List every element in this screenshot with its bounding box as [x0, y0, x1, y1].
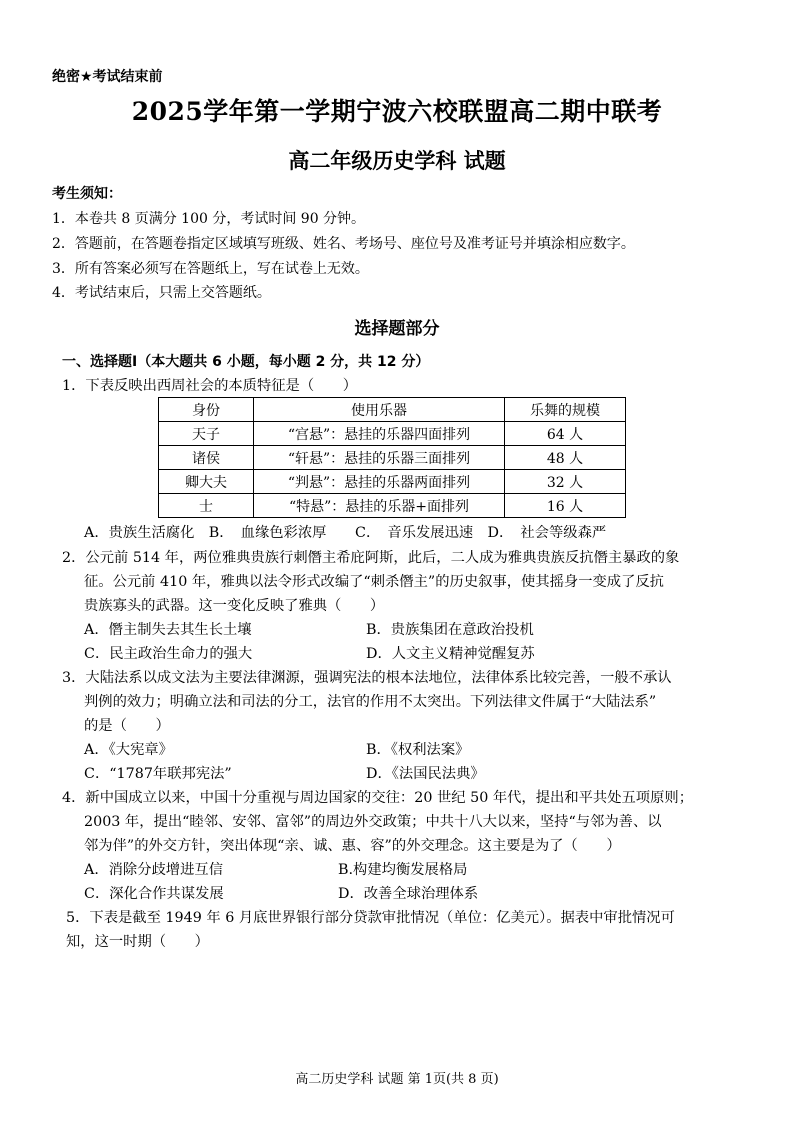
exam-title: 2025学年第一学期宁波六校联盟高二期中联考 [131, 97, 663, 126]
q2-line: 2．公元前 514 年，两位雅典贵族行刺僭主希庇阿斯，此后，二人成为雅典贵族反抗僭主暴政的象 [62, 550, 680, 566]
q4-line: 4．新中国成立以来，中国十分重视与周边国家的交往：20 世纪 50 年代，提出和平共处五项原则； [62, 790, 693, 806]
q3-option-c: C．“1787年联邦宪法” [84, 766, 232, 782]
notice-item: 4．考试结束后，只需上交答题纸。 [52, 285, 271, 301]
notice-item: 1．本卷共 8 页满分 100 分，考试时间 90 分钟。 [52, 211, 366, 227]
q2-line: 征。公元前 410 年，雅典以法令形式改编了“刺杀僭主”的历史叙事，使其摇身一变成了反抗 [84, 574, 664, 590]
table-cell: 32 人 [505, 470, 626, 494]
confidential-label: 绝密★考试结束前 [52, 69, 163, 85]
table-header-row [159, 398, 626, 422]
table-cell: 天子 [159, 422, 254, 446]
table-row [159, 470, 626, 494]
table-cell: 64 人 [505, 422, 626, 446]
q2-option-a: A．僭主制失去其生长土壤 [84, 622, 252, 638]
table-cell: 卿大夫 [159, 470, 254, 494]
exam-subtitle: 高二年级历史学科 试题 [288, 149, 506, 173]
q3-option-d: D．《法国民法典》 [366, 766, 485, 782]
q3-option-b: B．《权利法案》 [366, 742, 470, 758]
q2-option-b: B．贵族集团在意政治投机 [366, 622, 534, 638]
table-cell: “特悬”：悬挂的乐器+面排列 [254, 494, 505, 518]
q3-line: 3．大陆法系以成文法为主要法律渊源，强调宪法的根本法地位，法律体系比较完善，一般不承认 [62, 670, 672, 686]
table-header-cell: 使用乐器 [254, 398, 505, 422]
table-cell: “宫悬”：悬挂的乐器四面排列 [254, 422, 505, 446]
q4-line: 邻为伴”的外交方针，突出体现“亲、诚、惠、容”的外交理念。这主要是为了（ ） [84, 838, 621, 854]
notice-heading: 考生须知： [52, 186, 122, 202]
table-row [159, 422, 626, 446]
page-footer: 高二历史学科 试题 第 1页(共 8 页) [295, 1072, 499, 1087]
q4-option-c: C．深化合作共谋发展 [84, 886, 224, 902]
q4-option-a: A．消除分歧增进互信 [84, 862, 223, 878]
part-title: 一、选择题Ⅰ（本大题共 6 小题，每小题 2 分，共 12 分） [62, 354, 430, 370]
q5-line: 5．下表是截至 1949 年 6 月底世界银行部分贷款审批情况（单位：亿美元）。据表中审批情况可 [66, 910, 675, 926]
table-cell: “判悬”：悬挂的乐器两面排列 [254, 470, 505, 494]
table-cell: 诸侯 [159, 446, 254, 470]
q3-option-a: A．《大宪章》 [84, 742, 173, 758]
table-row [159, 494, 626, 518]
q4-option-b: B.构建均衡发展格局 [338, 862, 468, 878]
q3-line: 的是（ ） [84, 718, 170, 734]
table-cell: “轩悬”：悬挂的乐器三面排列 [254, 446, 505, 470]
notice-item: 2．答题前，在答题卷指定区域填写班级、姓名、考场号、座位号及准考证号并填涂相应数字。 [52, 236, 635, 252]
table-cell: 士 [159, 494, 254, 518]
q5-line: 知，这一时期（ ） [66, 934, 209, 950]
q1-stem: 1．下表反映出西周社会的本质特征是（ ） [62, 378, 358, 394]
q2-line: 贵族寡头的武器。这一变化反映了雅典（ ） [84, 598, 385, 614]
q2-option-c: C．民主政治生命力的强大 [84, 646, 253, 662]
q4-line: 2003 年，提出“睦邻、安邻、富邻”的周边外交政策；中共十八大以来，坚持“与邻为善、以 [84, 814, 662, 830]
q3-line: 判例的效力；明确立法和司法的分工，法官的作用不太突出。下列法律文件属于“大陆法系” [84, 694, 657, 710]
table-cell: 48 人 [505, 446, 626, 470]
q2-option-d: D．人文主义精神觉醒复苏 [366, 646, 535, 662]
table-row [159, 446, 626, 470]
q1-table [158, 397, 626, 518]
section-title: 选择题部分 [354, 319, 440, 339]
q4-option-d: D．改善全球治理体系 [338, 886, 479, 902]
table-header-cell: 乐舞的规模 [505, 398, 626, 422]
table-header-cell: 身份 [159, 398, 254, 422]
q1-options: A．贵族生活腐化 B． 血缘色彩浓厚 C． 音乐发展迅速 D． 社会等级森严 [84, 525, 607, 541]
notice-item: 3．所有答案必须写在答题纸上，写在试卷上无效。 [52, 261, 369, 277]
table-cell: 16 人 [505, 494, 626, 518]
